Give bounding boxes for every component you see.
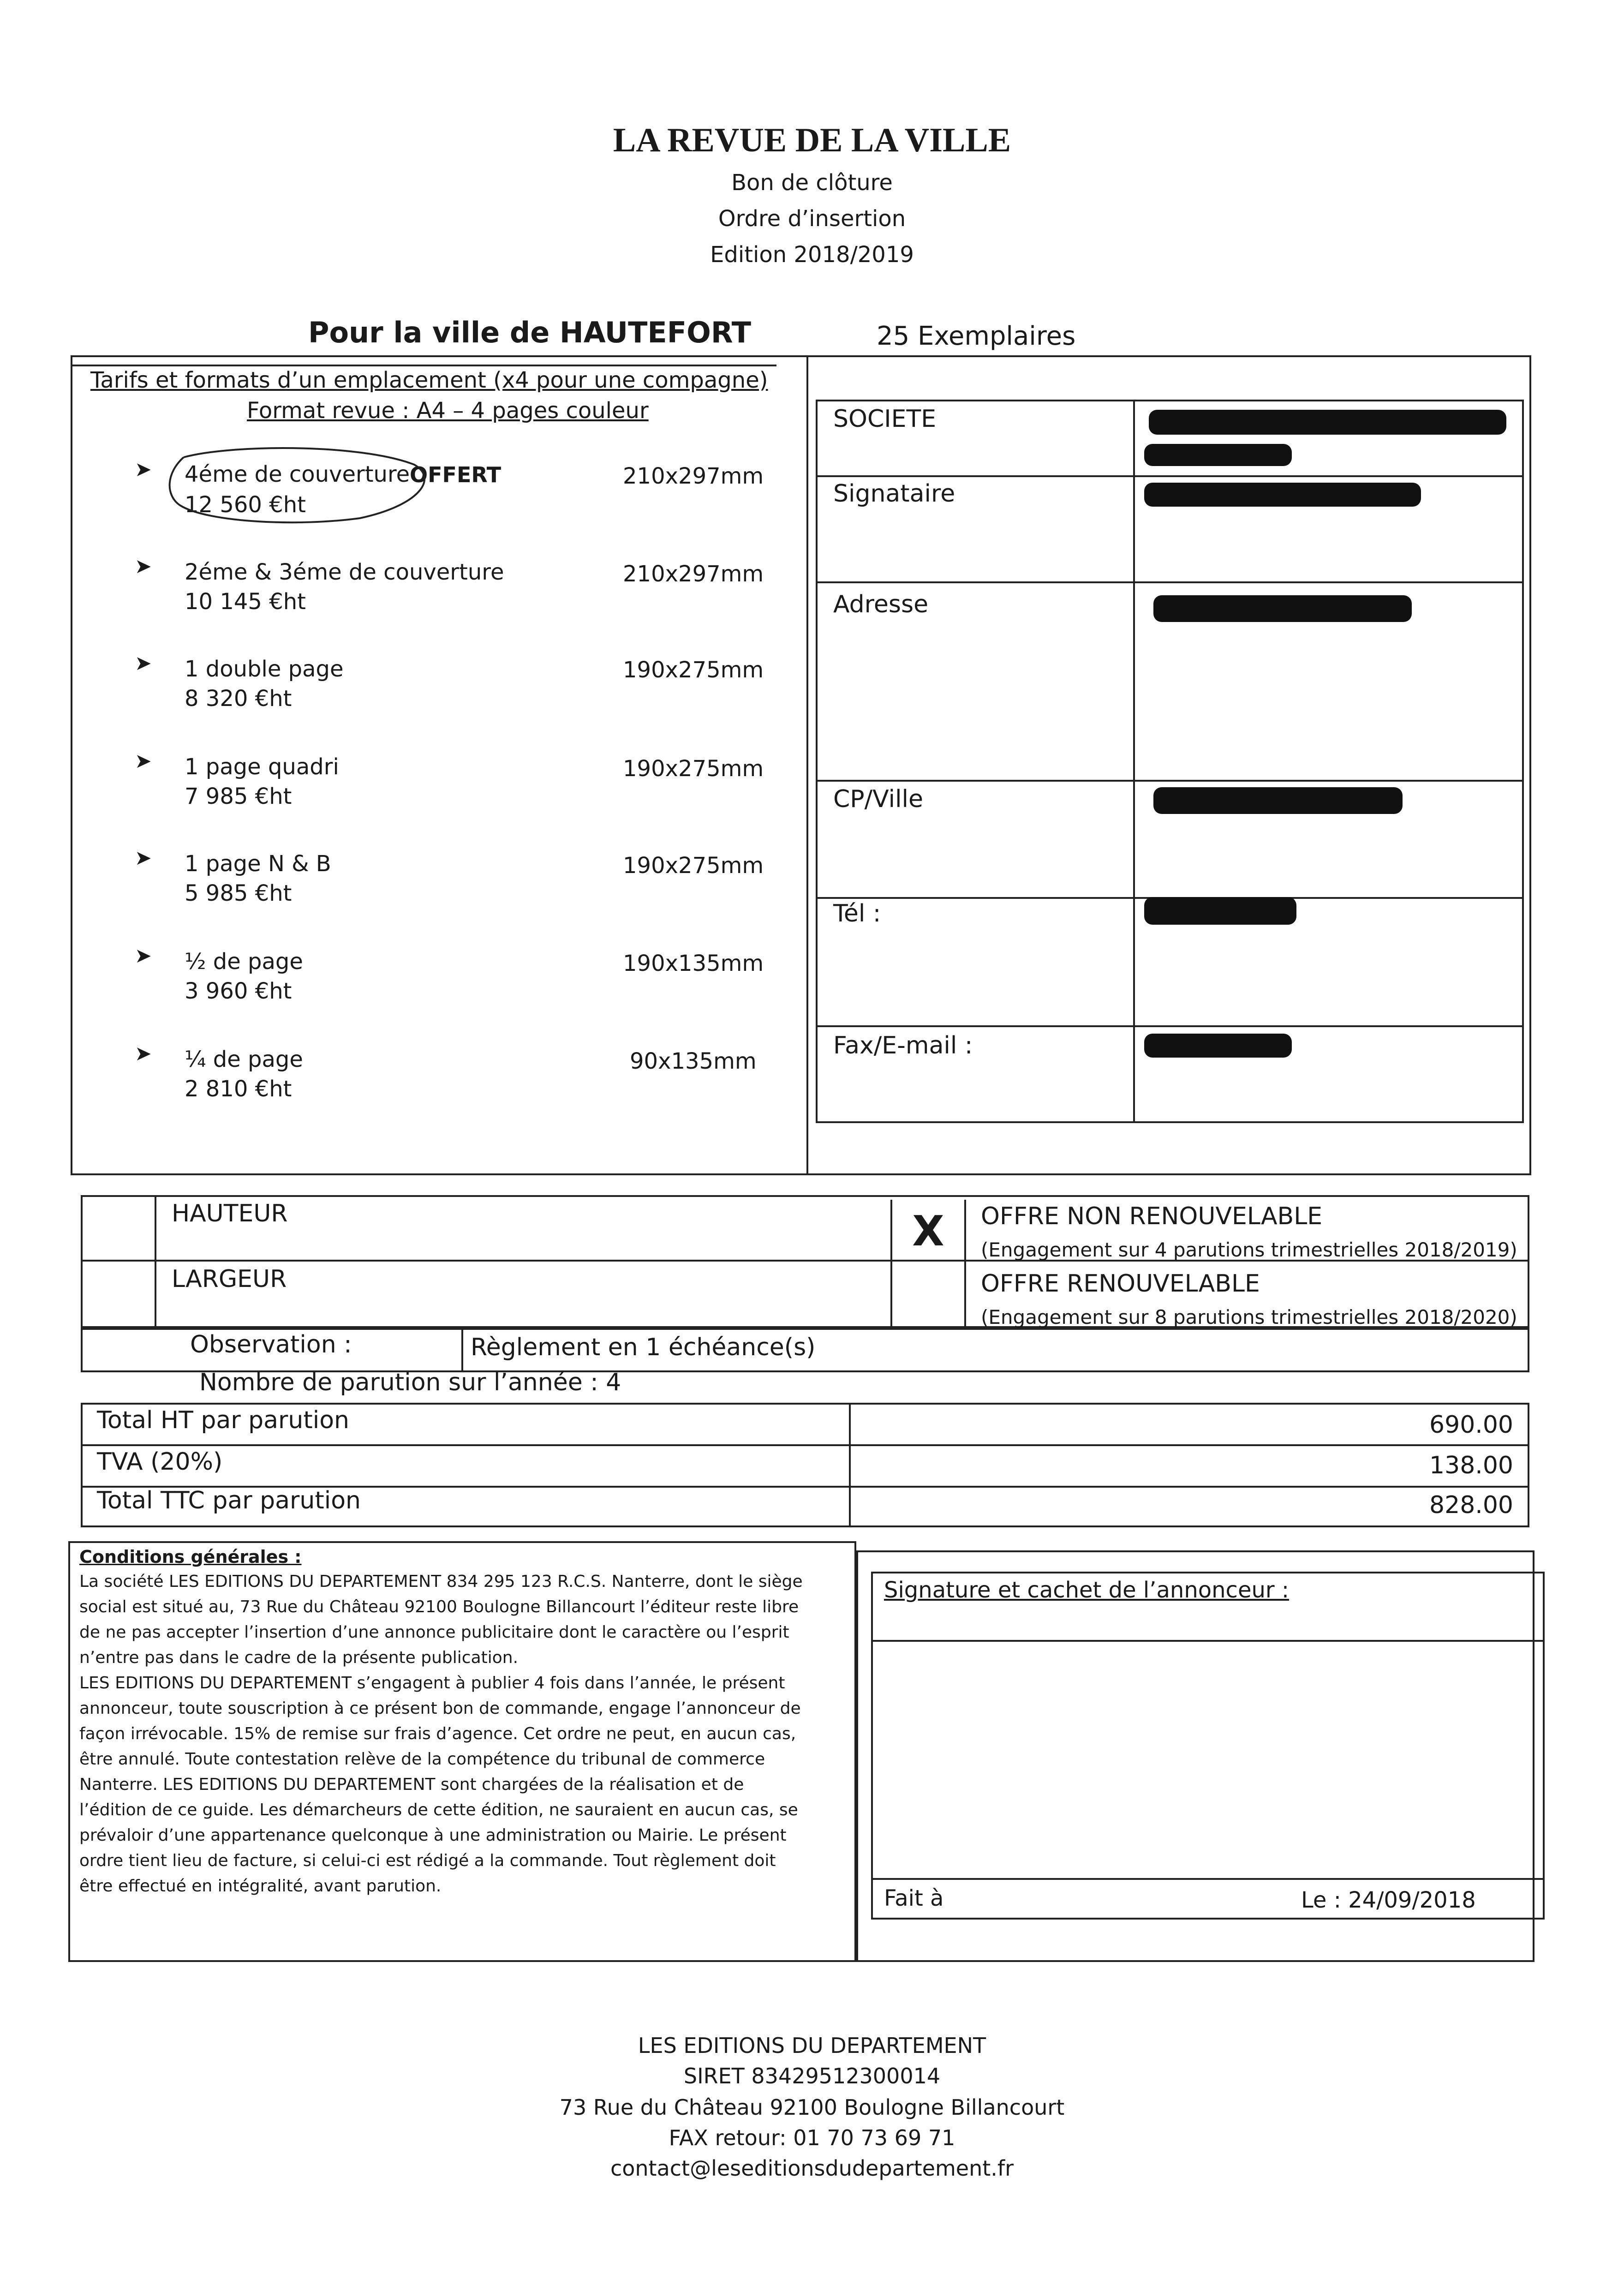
signature-label: Signature et cachet de l’annonceur :: [884, 1577, 1290, 1603]
adresse-label: Adresse: [833, 591, 929, 618]
conditions-line: Nanterre. LES EDITIONS DU DEPARTEMENT sont chargées de la réalisation et de: [79, 1775, 744, 1794]
total-ttc-label: Total TTC par parution: [97, 1487, 361, 1514]
tva-value: 138.00: [1429, 1452, 1513, 1479]
redaction-bar: [1153, 595, 1412, 622]
header-line-1: Bon de clôture: [731, 170, 893, 196]
arrowhead-icon: ➤: [135, 846, 152, 870]
redaction-bar: [1144, 1034, 1292, 1058]
footer-email[interactable]: contact@leseditionsdudepartement.fr: [610, 2156, 1014, 2181]
tariff-item-price: 2 810 €ht: [185, 1076, 292, 1102]
conditions-text: [79, 1569, 850, 1899]
tariff-item-size: 190x135mm: [623, 951, 764, 976]
totals-rule: [81, 1444, 1529, 1446]
tariff-item-price: 12 560 €ht: [185, 492, 306, 518]
hauteur-label: HAUTEUR: [172, 1200, 288, 1227]
redaction-bar: [1144, 444, 1292, 466]
tariff-item-price: 8 320 €ht: [185, 686, 292, 712]
signataire-label: Signataire: [833, 480, 955, 508]
signature-rule: [871, 1878, 1545, 1880]
arrowhead-icon: ➤: [135, 1042, 152, 1065]
tariff-item-name: 1 double page: [185, 656, 344, 682]
tariff-top-rule: [71, 365, 776, 366]
redaction-bar: [1153, 787, 1403, 814]
conditions-line: être annulé. Toute contestation relève de la compétence du tribunal de commerce: [79, 1750, 765, 1769]
conditions-line: prévaloir d’une appartenance quelconque à une administration ou Mairie. Le présent: [79, 1826, 787, 1845]
conditions-line: l’édition de ce guide. Les démarcheurs de cette édition, ne sauraient en aucun cas, se: [79, 1800, 798, 1819]
tariff-item-price: 5 985 €ht: [185, 880, 292, 906]
conditions-line: annonceur, toute souscription à ce présent bon de commande, engage l’annonceur de: [79, 1699, 801, 1718]
observation-rule: [461, 1328, 463, 1372]
conditions-line: La société LES EDITIONS DU DEPARTEMENT 834 295 123 R.C.S. Nanterre, dont le siège: [79, 1572, 803, 1591]
offer1-detail: (Engagement sur 4 parutions trimestrielles 2018/2019): [981, 1238, 1517, 1261]
conditions-line: de ne pas accepter l’insertion d’une annonce publicitaire dont le caractère ou l’esprit: [79, 1623, 789, 1642]
total-ttc-value: 828.00: [1429, 1491, 1513, 1519]
footer-fax: FAX retour: 01 70 73 69 71: [669, 2125, 955, 2150]
tariff-item-name: ½ de page: [185, 949, 303, 975]
tariff-item-name: 2éme & 3éme de couverture: [185, 559, 504, 585]
tariff-item-size: 190x275mm: [623, 756, 764, 782]
offer2-title: OFFRE RENOUVELABLE: [981, 1270, 1260, 1298]
tariff-heading: Tarifs et formats d’un emplacement (x4 pour une compagne): [90, 367, 768, 393]
tva-label: TVA (20%): [97, 1448, 223, 1476]
document-title: LA REVUE DE LA VILLE: [613, 121, 1011, 159]
client-table-divider: [1133, 400, 1135, 1123]
tariff-item-price: 10 145 €ht: [185, 589, 306, 615]
tariff-item-size: 190x275mm: [623, 853, 764, 879]
conditions-line: être effectué en intégralité, avant parution.: [79, 1877, 442, 1896]
tariff-item-name: 4éme de couverture: [185, 461, 410, 487]
conditions-line: LES EDITIONS DU DEPARTEMENT s’engagent à publier 4 fois dans l’année, le présent: [79, 1674, 785, 1693]
arrowhead-icon: ➤: [135, 944, 152, 968]
client-row-rule: [816, 1025, 1524, 1027]
footer-siret: SIRET 83429512300014: [683, 2064, 941, 2088]
arrowhead-icon: ➤: [135, 749, 152, 773]
tariff-format: Format revue : A4 – 4 pages couleur: [247, 398, 649, 424]
dimensions-rule: [964, 1200, 966, 1328]
client-row-rule: [816, 581, 1524, 583]
redaction-bar: [1144, 897, 1296, 925]
fax-email-label: Fax/E-mail :: [833, 1032, 973, 1059]
tariff-divider: [806, 355, 808, 1175]
dimensions-rule: [155, 1195, 156, 1328]
conditions-line: social est situé au, 73 Rue du Château 92100 Boulogne Billancourt l’éditeur reste libre: [79, 1597, 799, 1616]
arrowhead-icon: ➤: [135, 652, 152, 675]
arrowhead-icon: ➤: [135, 555, 152, 578]
city-title: Pour la ville de HAUTEFORT: [308, 316, 752, 349]
offer1-title: OFFRE NON RENOUVELABLE: [981, 1202, 1323, 1230]
tariff-item-size: 210x297mm: [623, 463, 764, 489]
header-line-3: Edition 2018/2019: [710, 242, 914, 268]
tariff-item-size: 190x275mm: [623, 657, 764, 683]
client-row-rule: [816, 780, 1524, 782]
total-ht-label: Total HT par parution: [97, 1406, 349, 1434]
conditions-line: façon irrévocable. 15% de remise sur frais d’agence. Cet ordre ne peut, en aucun cas,: [79, 1724, 796, 1743]
signature-date: Le : 24/09/2018: [1301, 1887, 1476, 1913]
redaction-bar: [1149, 410, 1506, 435]
hand-drawn-circle: [161, 441, 434, 528]
tariff-item-tag: OFFERT: [410, 462, 502, 487]
conditions-line: n’entre pas dans le cadre de la présente publication.: [79, 1648, 519, 1667]
largeur-label: LARGEUR: [172, 1265, 287, 1293]
offer-checkbox-empty[interactable]: [892, 1264, 964, 1324]
total-ht-value: 690.00: [1429, 1411, 1513, 1439]
tariff-item-price: 7 985 €ht: [185, 784, 292, 809]
tariff-item-name: 1 page N & B: [185, 851, 331, 877]
fait-a-label: Fait à: [884, 1885, 944, 1911]
parution-count: Nombre de parution sur l’année : 4: [199, 1369, 621, 1396]
conditions-title: Conditions générales :: [79, 1547, 302, 1567]
offer2-detail: (Engagement sur 8 parutions trimestrielles 2018/2020): [981, 1306, 1517, 1328]
observation-label: Observation :: [190, 1331, 352, 1358]
offer-checkbox-selected[interactable]: X: [912, 1207, 944, 1256]
cp-ville-label: CP/Ville: [833, 785, 923, 813]
footer-address: 73 Rue du Château 92100 Boulogne Billancourt: [559, 2095, 1065, 2120]
signature-box[interactable]: [871, 1572, 1545, 1920]
arrowhead-icon: ➤: [135, 458, 152, 481]
societe-label: SOCIETE: [833, 405, 937, 433]
client-table: [816, 400, 1524, 1123]
tariff-item-size: 90x135mm: [630, 1048, 757, 1074]
tel-label: Tél :: [833, 900, 881, 927]
redaction-bar: [1144, 483, 1421, 507]
copies-count: 25 Exemplaires: [877, 321, 1076, 351]
tariff-item-name: ¼ de page: [185, 1047, 303, 1072]
signature-rule: [871, 1640, 1545, 1642]
client-row-rule: [816, 475, 1524, 477]
totals-rule: [849, 1403, 851, 1527]
footer-company: LES EDITIONS DU DEPARTEMENT: [638, 2033, 986, 2058]
tariff-item-size: 210x297mm: [623, 561, 764, 587]
conditions-line: ordre tient lieu de facture, si celui-ci est rédigé a la commande. Tout règlement doit: [79, 1851, 776, 1870]
tariff-item-name: 1 page quadri: [185, 754, 339, 780]
tariff-item-price: 3 960 €ht: [185, 978, 292, 1004]
observation-value: Règlement en 1 échéance(s): [471, 1334, 816, 1361]
header-line-2: Ordre d’insertion: [718, 206, 906, 232]
